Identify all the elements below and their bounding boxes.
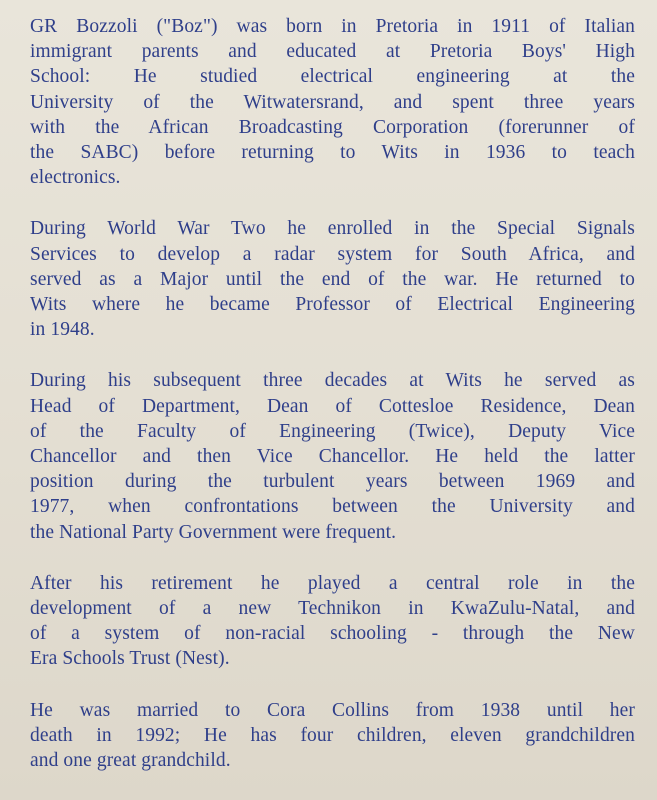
text-line: in 1948. [30, 319, 95, 341]
text-line: the SABC) before returning to Wits in 1936 to teach [30, 142, 635, 164]
text-line: development of a new Technikon in KwaZulu-Natal, and [30, 598, 635, 620]
paragraph-war-service [30, 216, 635, 342]
text-line: Era Schools Trust (Nest). [30, 648, 230, 670]
text-line: the National Party Government were frequent. [30, 521, 397, 543]
paragraph-wits-career [30, 368, 635, 544]
text-line: Wits where he became Professor of Electrical Engineering [30, 294, 635, 316]
paragraph-retirement [30, 571, 635, 672]
text-line: During World War Two he enrolled in the Special Signals [30, 218, 635, 240]
text-line: and one great grandchild. [30, 750, 231, 772]
text-line: During his subsequent three decades at Wits he served as [30, 370, 635, 392]
text-line: He was married to Cora Collins from 1938 until her [30, 699, 635, 721]
text-line: University of the Witwatersrand, and spent three years [30, 91, 635, 113]
text-line: 1977, when confrontations between the University and [30, 496, 635, 518]
text-line: with the African Broadcasting Corporation (forerunner of [30, 116, 635, 138]
paragraph-family [30, 698, 635, 774]
text-line: School: He studied electrical engineering at the [30, 66, 635, 88]
text-line: Services to develop a radar system for South Africa, and [30, 243, 635, 265]
text-line: Head of Department, Dean of Cottesloe Residence, Dean [30, 395, 635, 417]
text-line: of a system of non-racial schooling - through the New [30, 623, 635, 645]
text-line: electronics. [30, 167, 121, 189]
text-line: immigrant parents and educated at Pretoria Boys' High [30, 41, 635, 63]
paragraph-early-life [30, 14, 635, 190]
text-line: After his retirement he played a central role in the [30, 572, 635, 594]
text-line: death in 1992; He has four children, eleven grandchildren [30, 724, 635, 746]
text-line: GR Bozzoli ("Boz") was born in Pretoria in 1911 of Italian [30, 16, 635, 37]
text-line: Chancellor and then Vice Chancellor. He held the latter [30, 446, 635, 468]
text-line: position during the turbulent years between 1969 and [30, 471, 635, 493]
text-line: served as a Major until the end of the war. He returned to [30, 268, 635, 290]
text-line: of the Faculty of Engineering (Twice), Deputy Vice [30, 420, 635, 442]
